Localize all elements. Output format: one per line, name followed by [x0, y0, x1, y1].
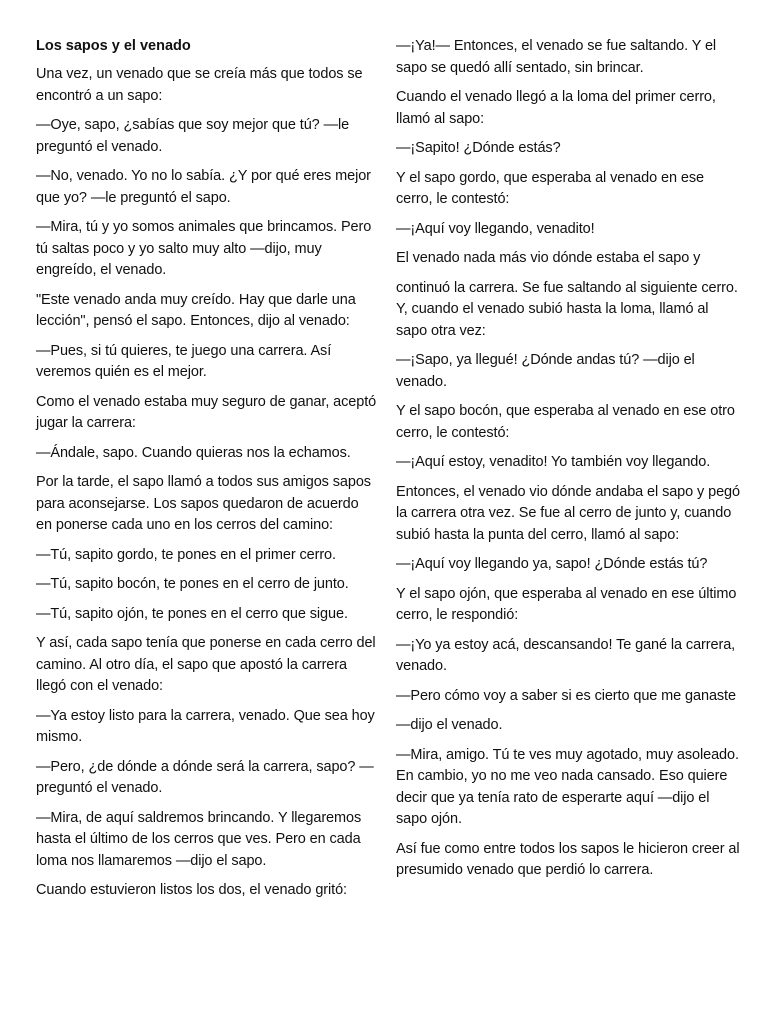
story-paragraph: Cuando el venado llegó a la loma del primer cerro, llamó al sapo:: [396, 89, 716, 127]
story-paragraph: —Pero, ¿de dónde a dónde será la carrera, sapo? —preguntó el venado.: [36, 758, 374, 796]
story-paragraph: —Pero cómo voy a saber si es cierto que me ganaste: [396, 687, 736, 704]
story-paragraph: —Tú, sapito ojón, te pones en el cerro que sigue.: [36, 605, 348, 622]
story-paragraph: —Mira, amigo. Tú te ves muy agotado, muy asoleado. En cambio, yo no me veo nada cansado. Eso quiere decir que ya tenía rato de esperarte aquí —dijo el sapo ojón.: [396, 746, 739, 827]
story-paragraph: Y el sapo gordo, que esperaba al venado en ese cerro, le contestó:: [396, 169, 704, 207]
story-paragraph: Por la tarde, el sapo llamó a todos sus amigos sapos para aconsejarse. Los sapos quedaron de acuerdo en ponerse cada uno en los cerros del camino:: [36, 474, 371, 533]
story-paragraph: continuó la carrera. Se fue saltando al siguiente cerro. Y, cuando el venado subió hasta la loma, llamó al sapo otra vez:: [396, 279, 738, 339]
right-paragraphs: [396, 36, 741, 882]
story-paragraph: Como el venado estaba muy seguro de ganar, aceptó jugar la carrera:: [36, 393, 377, 431]
story-paragraph: —¡Aquí voy llegando ya, sapo! ¿Dónde estás tú?: [396, 556, 708, 572]
story-paragraph: —Mira, de aquí saldremos brincando. Y llegaremos hasta el último de los cerros que ves. Pero en cada loma nos llamaremos —dijo el sapo.: [36, 809, 362, 869]
story-paragraph: El venado nada más vio dónde estaba el sapo y: [396, 250, 701, 266]
story-paragraph: —Tú, sapito gordo, te pones en el primer cerro.: [36, 546, 336, 563]
story-paragraph: —¡Yo ya estoy acá, descansando! Te gané la carrera, venado.: [396, 636, 736, 674]
story-paragraph: Entonces, el venado vio dónde andaba el sapo y pegó la carrera otra vez. Se fue al cerro de junto y, cuando subió hasta la punta del cerro, llamó al sapo:: [396, 483, 740, 543]
story-paragraph: —¡Sapito! ¿Dónde estás?: [396, 140, 561, 156]
story-paragraph: —¡Sapo, ya llegué! ¿Dónde andas tú? —dijo el venado.: [396, 352, 695, 390]
story-paragraph: Así fue como entre todos los sapos le hicieron creer al presumido venado que perdió lo carrera.: [396, 840, 740, 878]
story-paragraph: —No, venado. Yo no lo sabía. ¿Y por qué eres mejor que yo? —le preguntó el sapo.: [36, 168, 371, 206]
left-column: [36, 36, 378, 910]
story-paragraph: —¡Aquí estoy, venadito! Yo también voy llegando.: [396, 454, 711, 470]
story-paragraph: Y el sapo bocón, que esperaba al venado en ese otro cerro, le contestó:: [396, 403, 735, 441]
story-paragraph: —¡Aquí voy llegando, venadito!: [396, 220, 595, 237]
story-title: Los sapos y el venado: [36, 38, 191, 54]
story-paragraph: —Ándale, sapo. Cuando quieras nos la echamos.: [36, 444, 351, 461]
story-paragraph: —Oye, sapo, ¿sabías que soy mejor que tú? —le preguntó el venado.: [36, 117, 350, 155]
story-paragraph: Y el sapo ojón, que esperaba al venado en ese último cerro, le respondió:: [396, 585, 737, 623]
story-paragraph: —dijo el venado.: [396, 717, 503, 733]
story-paragraph: —Mira, tú y yo somos animales que brincamos. Pero tú saltas poco y yo salto muy alto —dijo, muy engreído, el venado.: [36, 219, 372, 278]
story-paragraph: —¡Ya!— Entonces, el venado se fue saltando. Y el sapo se quedó allí sentado, sin brincar.: [396, 38, 717, 76]
story-paragraph: Una vez, un venado que se creía más que todos se encontró a un sapo:: [36, 66, 363, 104]
story-paragraph: —Ya estoy listo para la carrera, venado. Que sea hoy mismo.: [36, 707, 375, 745]
story-paragraph: Y así, cada sapo tenía que ponerse en cada cerro del camino. Al otro día, el sapo que apostó la carrera llegó con el venado:: [36, 635, 376, 694]
right-column: [396, 36, 741, 890]
left-paragraphs: [36, 64, 378, 902]
story-paragraph: "Este venado anda muy creído. Hay que darle una lección", pensó el sapo. Entonces, dijo al venado:: [36, 291, 356, 329]
story-paragraph: —Pues, si tú quieres, te juego una carrera. Así veremos quién es el mejor.: [36, 342, 332, 380]
story-paragraph: —Tú, sapito bocón, te pones en el cerro de junto.: [36, 576, 349, 592]
story-paragraph: Cuando estuvieron listos los dos, el venado gritó:: [36, 882, 347, 898]
